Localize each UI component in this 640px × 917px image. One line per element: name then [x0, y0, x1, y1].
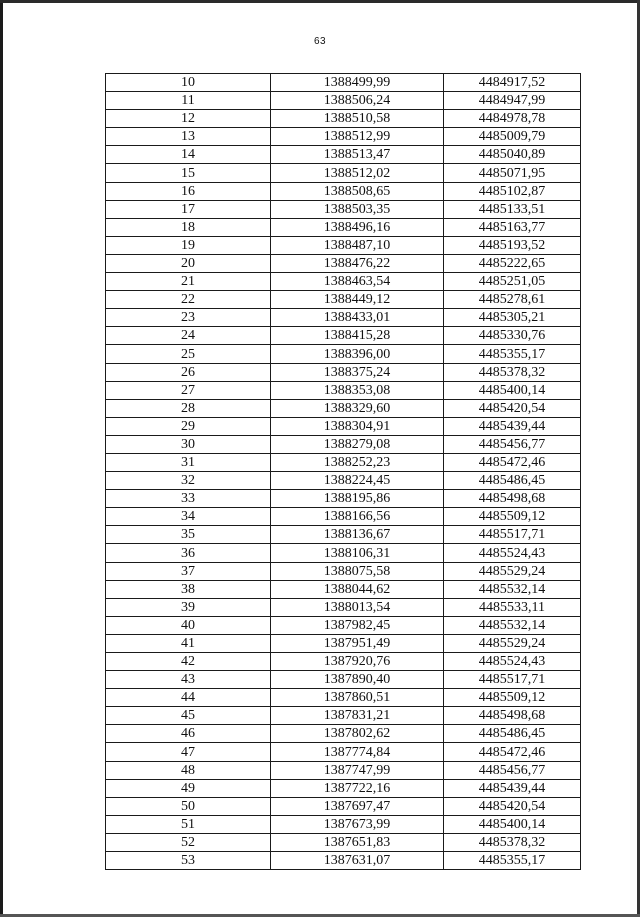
point-number-cell: 11 — [106, 92, 271, 110]
point-number-cell: 16 — [106, 182, 271, 200]
table-row — [106, 526, 581, 544]
point-number-cell: 39 — [106, 598, 271, 616]
y-coordinate-cell: 4485532,14 — [444, 580, 581, 598]
point-number-cell: 37 — [106, 562, 271, 580]
y-coordinate-cell: 4485439,44 — [444, 779, 581, 797]
table-row — [106, 490, 581, 508]
table-row — [106, 833, 581, 851]
x-coordinate-cell: 1387722,16 — [271, 779, 444, 797]
x-coordinate-cell: 1388279,08 — [271, 435, 444, 453]
x-coordinate-cell: 1387920,76 — [271, 653, 444, 671]
table-row — [106, 273, 581, 291]
point-number-cell: 30 — [106, 435, 271, 453]
y-coordinate-cell: 4485009,79 — [444, 128, 581, 146]
x-coordinate-cell: 1388513,47 — [271, 146, 444, 164]
table-row — [106, 236, 581, 254]
point-number-cell: 45 — [106, 707, 271, 725]
coordinates-table-body — [106, 74, 581, 870]
y-coordinate-cell: 4485420,54 — [444, 399, 581, 417]
x-coordinate-cell: 1388075,58 — [271, 562, 444, 580]
point-number-cell: 38 — [106, 580, 271, 598]
point-number-cell: 42 — [106, 653, 271, 671]
y-coordinate-cell: 4485517,71 — [444, 526, 581, 544]
x-coordinate-cell: 1387697,47 — [271, 797, 444, 815]
point-number-cell: 20 — [106, 254, 271, 272]
y-coordinate-cell: 4485378,32 — [444, 363, 581, 381]
x-coordinate-cell: 1388329,60 — [271, 399, 444, 417]
y-coordinate-cell: 4485400,14 — [444, 815, 581, 833]
point-number-cell: 53 — [106, 852, 271, 870]
x-coordinate-cell: 1388506,24 — [271, 92, 444, 110]
point-number-cell: 43 — [106, 671, 271, 689]
table-row — [106, 417, 581, 435]
point-number-cell: 29 — [106, 417, 271, 435]
y-coordinate-cell: 4485472,46 — [444, 453, 581, 471]
table-row — [106, 363, 581, 381]
y-coordinate-cell: 4484947,99 — [444, 92, 581, 110]
y-coordinate-cell: 4485133,51 — [444, 200, 581, 218]
y-coordinate-cell: 4485498,68 — [444, 707, 581, 725]
y-coordinate-cell: 4485278,61 — [444, 291, 581, 309]
x-coordinate-cell: 1388510,58 — [271, 110, 444, 128]
x-coordinate-cell: 1388375,24 — [271, 363, 444, 381]
x-coordinate-cell: 1388136,67 — [271, 526, 444, 544]
point-number-cell: 48 — [106, 761, 271, 779]
table-row — [106, 399, 581, 417]
page-number: 63 — [313, 36, 327, 47]
x-coordinate-cell: 1388353,08 — [271, 381, 444, 399]
x-coordinate-cell: 1387802,62 — [271, 725, 444, 743]
x-coordinate-cell: 1388415,28 — [271, 327, 444, 345]
coordinates-table — [105, 73, 581, 870]
table-row — [106, 453, 581, 471]
y-coordinate-cell: 4485305,21 — [444, 309, 581, 327]
point-number-cell: 46 — [106, 725, 271, 743]
y-coordinate-cell: 4485524,43 — [444, 544, 581, 562]
table-row — [106, 508, 581, 526]
table-row — [106, 381, 581, 399]
page-edge-left — [0, 0, 3, 917]
table-row — [106, 544, 581, 562]
point-number-cell: 14 — [106, 146, 271, 164]
point-number-cell: 21 — [106, 273, 271, 291]
y-coordinate-cell: 4485472,46 — [444, 743, 581, 761]
point-number-cell: 22 — [106, 291, 271, 309]
x-coordinate-cell: 1387951,49 — [271, 634, 444, 652]
x-coordinate-cell: 1388512,99 — [271, 128, 444, 146]
x-coordinate-cell: 1388463,54 — [271, 273, 444, 291]
x-coordinate-cell: 1387890,40 — [271, 671, 444, 689]
x-coordinate-cell: 1387631,07 — [271, 852, 444, 870]
x-coordinate-cell: 1388252,23 — [271, 453, 444, 471]
table-row — [106, 327, 581, 345]
x-coordinate-cell: 1388166,56 — [271, 508, 444, 526]
x-coordinate-cell: 1387831,21 — [271, 707, 444, 725]
x-coordinate-cell: 1388304,91 — [271, 417, 444, 435]
point-number-cell: 25 — [106, 345, 271, 363]
table-row — [106, 435, 581, 453]
y-coordinate-cell: 4485193,52 — [444, 236, 581, 254]
y-coordinate-cell: 4485330,76 — [444, 327, 581, 345]
table-row — [106, 761, 581, 779]
y-coordinate-cell: 4485102,87 — [444, 182, 581, 200]
table-row — [106, 779, 581, 797]
x-coordinate-cell: 1388013,54 — [271, 598, 444, 616]
y-coordinate-cell: 4485529,24 — [444, 634, 581, 652]
point-number-cell: 12 — [106, 110, 271, 128]
point-number-cell: 32 — [106, 472, 271, 490]
point-number-cell: 41 — [106, 634, 271, 652]
point-number-cell: 40 — [106, 616, 271, 634]
table-row — [106, 815, 581, 833]
x-coordinate-cell: 1388396,00 — [271, 345, 444, 363]
table-row — [106, 128, 581, 146]
table-row — [106, 743, 581, 761]
table-row — [106, 254, 581, 272]
table-row — [106, 472, 581, 490]
x-coordinate-cell: 1387774,84 — [271, 743, 444, 761]
x-coordinate-cell: 1388224,45 — [271, 472, 444, 490]
point-number-cell: 31 — [106, 453, 271, 471]
point-number-cell: 44 — [106, 689, 271, 707]
point-number-cell: 36 — [106, 544, 271, 562]
table-row — [106, 653, 581, 671]
y-coordinate-cell: 4485486,45 — [444, 725, 581, 743]
x-coordinate-cell: 1388044,62 — [271, 580, 444, 598]
point-number-cell: 18 — [106, 218, 271, 236]
point-number-cell: 52 — [106, 833, 271, 851]
y-coordinate-cell: 4484978,78 — [444, 110, 581, 128]
table-row — [106, 725, 581, 743]
point-number-cell: 15 — [106, 164, 271, 182]
y-coordinate-cell: 4485524,43 — [444, 653, 581, 671]
y-coordinate-cell: 4485222,65 — [444, 254, 581, 272]
table-row — [106, 218, 581, 236]
y-coordinate-cell: 4485071,95 — [444, 164, 581, 182]
y-coordinate-cell: 4485509,12 — [444, 689, 581, 707]
point-number-cell: 19 — [106, 236, 271, 254]
y-coordinate-cell: 4485517,71 — [444, 671, 581, 689]
table-row — [106, 345, 581, 363]
x-coordinate-cell: 1387860,51 — [271, 689, 444, 707]
y-coordinate-cell: 4485400,14 — [444, 381, 581, 399]
x-coordinate-cell: 1388503,35 — [271, 200, 444, 218]
y-coordinate-cell: 4485529,24 — [444, 562, 581, 580]
y-coordinate-cell: 4484917,52 — [444, 74, 581, 92]
y-coordinate-cell: 4485163,77 — [444, 218, 581, 236]
y-coordinate-cell: 4485532,14 — [444, 616, 581, 634]
table-row — [106, 598, 581, 616]
x-coordinate-cell: 1387982,45 — [271, 616, 444, 634]
x-coordinate-cell: 1388499,99 — [271, 74, 444, 92]
y-coordinate-cell: 4485533,11 — [444, 598, 581, 616]
point-number-cell: 28 — [106, 399, 271, 417]
y-coordinate-cell: 4485378,32 — [444, 833, 581, 851]
x-coordinate-cell: 1387673,99 — [271, 815, 444, 833]
x-coordinate-cell: 1388512,02 — [271, 164, 444, 182]
point-number-cell: 50 — [106, 797, 271, 815]
point-number-cell: 33 — [106, 490, 271, 508]
table-row — [106, 580, 581, 598]
point-number-cell: 49 — [106, 779, 271, 797]
x-coordinate-cell: 1388476,22 — [271, 254, 444, 272]
table-row — [106, 797, 581, 815]
y-coordinate-cell: 4485355,17 — [444, 852, 581, 870]
point-number-cell: 35 — [106, 526, 271, 544]
coordinates-table-container — [105, 73, 577, 870]
table-row — [106, 309, 581, 327]
point-number-cell: 47 — [106, 743, 271, 761]
table-row — [106, 707, 581, 725]
table-row — [106, 74, 581, 92]
x-coordinate-cell: 1388508,65 — [271, 182, 444, 200]
table-row — [106, 146, 581, 164]
y-coordinate-cell: 4485355,17 — [444, 345, 581, 363]
table-row — [106, 182, 581, 200]
y-coordinate-cell: 4485498,68 — [444, 490, 581, 508]
y-coordinate-cell: 4485456,77 — [444, 761, 581, 779]
point-number-cell: 27 — [106, 381, 271, 399]
x-coordinate-cell: 1388106,31 — [271, 544, 444, 562]
table-row — [106, 616, 581, 634]
table-row — [106, 562, 581, 580]
x-coordinate-cell: 1387747,99 — [271, 761, 444, 779]
x-coordinate-cell: 1388487,10 — [271, 236, 444, 254]
table-row — [106, 671, 581, 689]
point-number-cell: 13 — [106, 128, 271, 146]
table-row — [106, 164, 581, 182]
point-number-cell: 51 — [106, 815, 271, 833]
table-row — [106, 92, 581, 110]
y-coordinate-cell: 4485486,45 — [444, 472, 581, 490]
point-number-cell: 26 — [106, 363, 271, 381]
table-row — [106, 689, 581, 707]
x-coordinate-cell: 1388433,01 — [271, 309, 444, 327]
x-coordinate-cell: 1388449,12 — [271, 291, 444, 309]
y-coordinate-cell: 4485040,89 — [444, 146, 581, 164]
point-number-cell: 34 — [106, 508, 271, 526]
y-coordinate-cell: 4485251,05 — [444, 273, 581, 291]
y-coordinate-cell: 4485420,54 — [444, 797, 581, 815]
x-coordinate-cell: 1388496,16 — [271, 218, 444, 236]
table-row — [106, 291, 581, 309]
point-number-cell: 17 — [106, 200, 271, 218]
y-coordinate-cell: 4485439,44 — [444, 417, 581, 435]
y-coordinate-cell: 4485509,12 — [444, 508, 581, 526]
table-row — [106, 634, 581, 652]
point-number-cell: 24 — [106, 327, 271, 345]
point-number-cell: 23 — [106, 309, 271, 327]
y-coordinate-cell: 4485456,77 — [444, 435, 581, 453]
x-coordinate-cell: 1388195,86 — [271, 490, 444, 508]
table-row — [106, 110, 581, 128]
table-row — [106, 200, 581, 218]
x-coordinate-cell: 1387651,83 — [271, 833, 444, 851]
point-number-cell: 10 — [106, 74, 271, 92]
page-edge-top — [0, 0, 640, 3]
table-row — [106, 852, 581, 870]
